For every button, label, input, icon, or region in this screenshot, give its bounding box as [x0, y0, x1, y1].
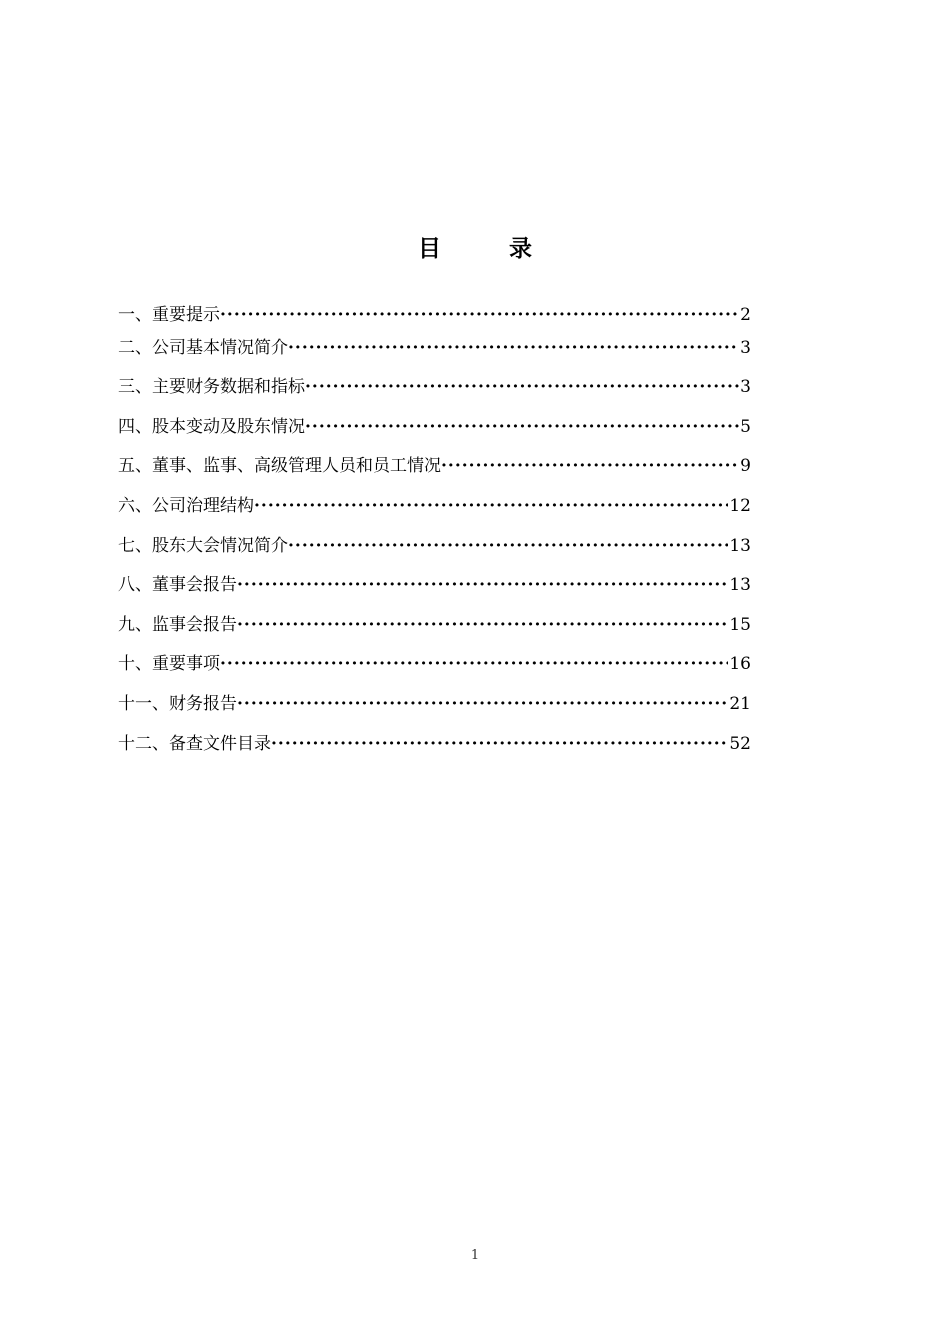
toc-entry-page: 3 — [740, 377, 751, 397]
toc-entry-page: 3 — [740, 338, 751, 358]
toc-entry-label: 六、公司治理结构 — [118, 496, 254, 516]
toc-entry-page: 16 — [729, 654, 751, 674]
toc-dot-leader — [237, 610, 728, 640]
toc-entry-page: 13 — [729, 536, 751, 556]
toc-entry-label: 五、董事、监事、高级管理人员和员工情况 — [118, 456, 441, 476]
toc-dot-leader — [220, 300, 739, 330]
toc-dot-leader — [237, 570, 728, 600]
toc-entry-label: 八、董事会报告 — [118, 575, 237, 595]
toc-entry-page: 52 — [729, 734, 751, 754]
toc-entry[interactable] — [118, 610, 751, 640]
toc-entry-page: 13 — [729, 575, 751, 595]
toc-entry-page: 5 — [740, 417, 751, 437]
toc-entry-page: 21 — [729, 694, 751, 714]
toc-entry[interactable] — [118, 300, 751, 330]
toc-entry-label: 十、重要事项 — [118, 654, 220, 674]
toc-entry-page: 9 — [740, 456, 751, 476]
toc-entry[interactable] — [118, 689, 751, 719]
page-title: 目 录 — [417, 236, 562, 262]
toc-dot-leader — [271, 729, 728, 759]
toc-entry-label: 三、主要财务数据和指标 — [118, 377, 305, 397]
page-number: 1 — [470, 1248, 480, 1263]
toc-entry[interactable] — [118, 491, 751, 521]
toc-entry[interactable] — [118, 412, 751, 442]
toc-entry[interactable] — [118, 333, 751, 363]
toc-entry[interactable] — [118, 649, 751, 679]
toc-dot-leader — [237, 689, 728, 719]
toc-dot-leader — [288, 333, 739, 363]
toc-entry[interactable] — [118, 570, 751, 600]
toc-entry-label: 九、监事会报告 — [118, 615, 237, 635]
toc-entry-label: 四、股本变动及股东情况 — [118, 417, 305, 437]
toc-dot-leader — [305, 372, 739, 402]
toc-dot-leader — [441, 451, 739, 481]
toc-entry[interactable] — [118, 451, 751, 481]
toc-entry-label: 十一、财务报告 — [118, 694, 237, 714]
toc-entry-page: 12 — [729, 496, 751, 516]
toc-entry-page: 15 — [729, 615, 751, 635]
toc-entry[interactable] — [118, 729, 751, 759]
toc-dot-leader — [305, 412, 739, 442]
toc-entry-label: 二、公司基本情况简介 — [118, 338, 288, 358]
toc-dot-leader — [254, 491, 728, 521]
toc-entry[interactable] — [118, 531, 751, 561]
toc-dot-leader — [288, 531, 728, 561]
toc-entry-label: 十二、备查文件目录 — [118, 734, 271, 754]
toc-dot-leader — [220, 649, 728, 679]
toc-entry[interactable] — [118, 372, 751, 402]
toc-entry-label: 一、重要提示 — [118, 305, 220, 325]
toc-entry-page: 2 — [740, 305, 751, 325]
toc-entry-label: 七、股东大会情况简介 — [118, 536, 288, 556]
